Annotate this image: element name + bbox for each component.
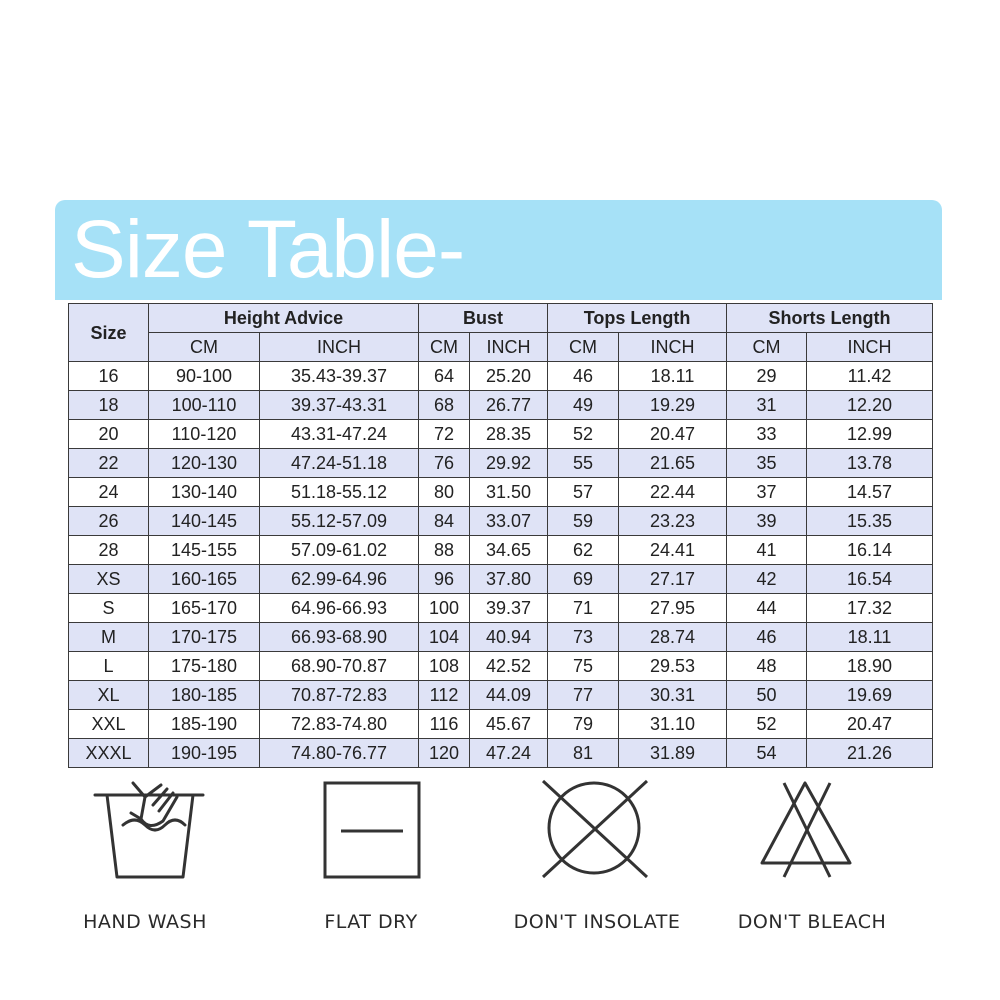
table-cell: 33: [727, 420, 807, 449]
size-cell: XL: [69, 681, 149, 710]
table-cell: 24.41: [619, 536, 727, 565]
size-cell: 24: [69, 478, 149, 507]
table-cell: 108: [419, 652, 470, 681]
table-cell: 57: [548, 478, 619, 507]
group-header-bust: Bust: [419, 304, 548, 333]
table-cell: 35.43-39.37: [260, 362, 419, 391]
table-cell: 50: [727, 681, 807, 710]
unit-header-cell: CM: [548, 333, 619, 362]
size-table-body: [69, 362, 933, 768]
table-cell: 47.24-51.18: [260, 449, 419, 478]
table-cell: 48: [727, 652, 807, 681]
table-row: [69, 565, 933, 594]
table-cell: 37.80: [470, 565, 548, 594]
size-cell: 18: [69, 391, 149, 420]
table-cell: 165-170: [149, 594, 260, 623]
table-row: [69, 739, 933, 768]
table-cell: 20.47: [619, 420, 727, 449]
care-flat-dry: [271, 775, 471, 975]
flat-dry-icon: [271, 775, 471, 895]
size-cell: 26: [69, 507, 149, 536]
table-cell: 75: [548, 652, 619, 681]
table-cell: 160-165: [149, 565, 260, 594]
table-cell: 110-120: [149, 420, 260, 449]
dont-bleach-icon: [712, 775, 912, 895]
table-row: [69, 681, 933, 710]
table-cell: 57.09-61.02: [260, 536, 419, 565]
table-cell: 49: [548, 391, 619, 420]
table-cell: 73: [548, 623, 619, 652]
table-cell: 45.67: [470, 710, 548, 739]
unit-header-cell: CM: [149, 333, 260, 362]
table-row: [69, 420, 933, 449]
table-cell: 41: [727, 536, 807, 565]
size-cell: XS: [69, 565, 149, 594]
table-cell: 100-110: [149, 391, 260, 420]
table-cell: 52: [548, 420, 619, 449]
care-dont-bleach: [712, 775, 912, 975]
table-cell: 31: [727, 391, 807, 420]
size-cell: 28: [69, 536, 149, 565]
table-cell: 72: [419, 420, 470, 449]
table-cell: 116: [419, 710, 470, 739]
table-row: [69, 507, 933, 536]
table-row: [69, 391, 933, 420]
table-cell: 69: [548, 565, 619, 594]
table-cell: 21.65: [619, 449, 727, 478]
size-header: Size: [69, 304, 149, 362]
table-cell: 39: [727, 507, 807, 536]
table-cell: 84: [419, 507, 470, 536]
table-cell: 66.93-68.90: [260, 623, 419, 652]
table-cell: 39.37-43.31: [260, 391, 419, 420]
table-cell: 28.74: [619, 623, 727, 652]
size-cell: XXL: [69, 710, 149, 739]
unit-header-cell: INCH: [470, 333, 548, 362]
table-cell: 55.12-57.09: [260, 507, 419, 536]
table-cell: 64.96-66.93: [260, 594, 419, 623]
table-cell: 18.11: [807, 623, 933, 652]
table-cell: 27.95: [619, 594, 727, 623]
table-cell: 68.90-70.87: [260, 652, 419, 681]
table-cell: 62.99-64.96: [260, 565, 419, 594]
table-cell: 46: [548, 362, 619, 391]
table-cell: 29: [727, 362, 807, 391]
table-cell: 64: [419, 362, 470, 391]
table-cell: 180-185: [149, 681, 260, 710]
table-cell: 100: [419, 594, 470, 623]
table-cell: 130-140: [149, 478, 260, 507]
table-cell: 72.83-74.80: [260, 710, 419, 739]
unit-header-cell: INCH: [619, 333, 727, 362]
table-cell: 16.14: [807, 536, 933, 565]
table-cell: 140-145: [149, 507, 260, 536]
table-cell: 20.47: [807, 710, 933, 739]
care-dont-insolate: [497, 775, 697, 975]
table-cell: 185-190: [149, 710, 260, 739]
table-cell: 17.32: [807, 594, 933, 623]
table-cell: 30.31: [619, 681, 727, 710]
table-cell: 23.23: [619, 507, 727, 536]
size-cell: 16: [69, 362, 149, 391]
size-table: [68, 303, 933, 768]
table-cell: 170-175: [149, 623, 260, 652]
table-cell: 96: [419, 565, 470, 594]
size-cell: M: [69, 623, 149, 652]
table-cell: 19.69: [807, 681, 933, 710]
size-cell: S: [69, 594, 149, 623]
table-row: [69, 594, 933, 623]
table-cell: 22.44: [619, 478, 727, 507]
table-cell: 104: [419, 623, 470, 652]
care-label-dont-insolate: DON'T INSOLATE: [513, 911, 681, 933]
table-cell: 18.90: [807, 652, 933, 681]
table-cell: 29.92: [470, 449, 548, 478]
table-cell: 88: [419, 536, 470, 565]
table-cell: 16.54: [807, 565, 933, 594]
table-cell: 31.89: [619, 739, 727, 768]
table-row: [69, 652, 933, 681]
table-cell: 62: [548, 536, 619, 565]
table-cell: 112: [419, 681, 470, 710]
title-banner: [55, 200, 942, 300]
size-cell: 20: [69, 420, 149, 449]
table-cell: 21.26: [807, 739, 933, 768]
table-cell: 42: [727, 565, 807, 594]
table-cell: 12.20: [807, 391, 933, 420]
care-hand-wash: [45, 775, 245, 975]
table-cell: 27.17: [619, 565, 727, 594]
table-cell: 26.77: [470, 391, 548, 420]
unit-header-row: [69, 333, 933, 362]
table-cell: 43.31-47.24: [260, 420, 419, 449]
table-cell: 25.20: [470, 362, 548, 391]
table-cell: 145-155: [149, 536, 260, 565]
table-cell: 35: [727, 449, 807, 478]
table-row: [69, 449, 933, 478]
table-cell: 37: [727, 478, 807, 507]
hand-wash-icon: [45, 775, 245, 895]
table-cell: 42.52: [470, 652, 548, 681]
table-row: [69, 362, 933, 391]
group-header-row: [69, 304, 933, 333]
table-cell: 175-180: [149, 652, 260, 681]
table-cell: 33.07: [470, 507, 548, 536]
table-cell: 31.50: [470, 478, 548, 507]
table-cell: 31.10: [619, 710, 727, 739]
unit-header-cell: CM: [419, 333, 470, 362]
table-cell: 14.57: [807, 478, 933, 507]
table-cell: 15.35: [807, 507, 933, 536]
table-cell: 18.11: [619, 362, 727, 391]
dont-insolate-icon: [497, 775, 697, 895]
care-label-dont-bleach: DON'T BLEACH: [737, 911, 887, 933]
table-cell: 19.29: [619, 391, 727, 420]
table-row: [69, 710, 933, 739]
table-cell: 54: [727, 739, 807, 768]
table-cell: 12.99: [807, 420, 933, 449]
table-cell: 39.37: [470, 594, 548, 623]
table-cell: 40.94: [470, 623, 548, 652]
unit-header-cell: INCH: [807, 333, 933, 362]
size-cell: 22: [69, 449, 149, 478]
table-cell: 59: [548, 507, 619, 536]
table-cell: 44.09: [470, 681, 548, 710]
table-cell: 80: [419, 478, 470, 507]
size-table-container: [68, 303, 933, 768]
care-label-flat-dry: FLAT DRY: [324, 911, 418, 933]
unit-header-cell: CM: [727, 333, 807, 362]
unit-header-cell: INCH: [260, 333, 419, 362]
table-cell: 34.65: [470, 536, 548, 565]
page-title: Size Table-: [71, 204, 465, 295]
size-cell: L: [69, 652, 149, 681]
table-cell: 52: [727, 710, 807, 739]
table-cell: 46: [727, 623, 807, 652]
table-cell: 55: [548, 449, 619, 478]
table-cell: 74.80-76.77: [260, 739, 419, 768]
table-cell: 68: [419, 391, 470, 420]
table-cell: 51.18-55.12: [260, 478, 419, 507]
table-cell: 77: [548, 681, 619, 710]
table-cell: 190-195: [149, 739, 260, 768]
table-cell: 44: [727, 594, 807, 623]
care-label-hand-wash: HAND WASH: [83, 911, 207, 933]
table-cell: 29.53: [619, 652, 727, 681]
group-header-height: Height Advice: [149, 304, 419, 333]
table-cell: 81: [548, 739, 619, 768]
table-cell: 70.87-72.83: [260, 681, 419, 710]
table-cell: 71: [548, 594, 619, 623]
size-cell: XXXL: [69, 739, 149, 768]
group-header-shorts-length: Shorts Length: [727, 304, 933, 333]
table-cell: 11.42: [807, 362, 933, 391]
table-cell: 13.78: [807, 449, 933, 478]
group-header-tops-length: Tops Length: [548, 304, 727, 333]
table-cell: 120-130: [149, 449, 260, 478]
table-cell: 28.35: [470, 420, 548, 449]
table-row: [69, 623, 933, 652]
table-cell: 79: [548, 710, 619, 739]
table-cell: 120: [419, 739, 470, 768]
table-cell: 76: [419, 449, 470, 478]
table-cell: 47.24: [470, 739, 548, 768]
table-row: [69, 478, 933, 507]
table-row: [69, 536, 933, 565]
table-cell: 90-100: [149, 362, 260, 391]
